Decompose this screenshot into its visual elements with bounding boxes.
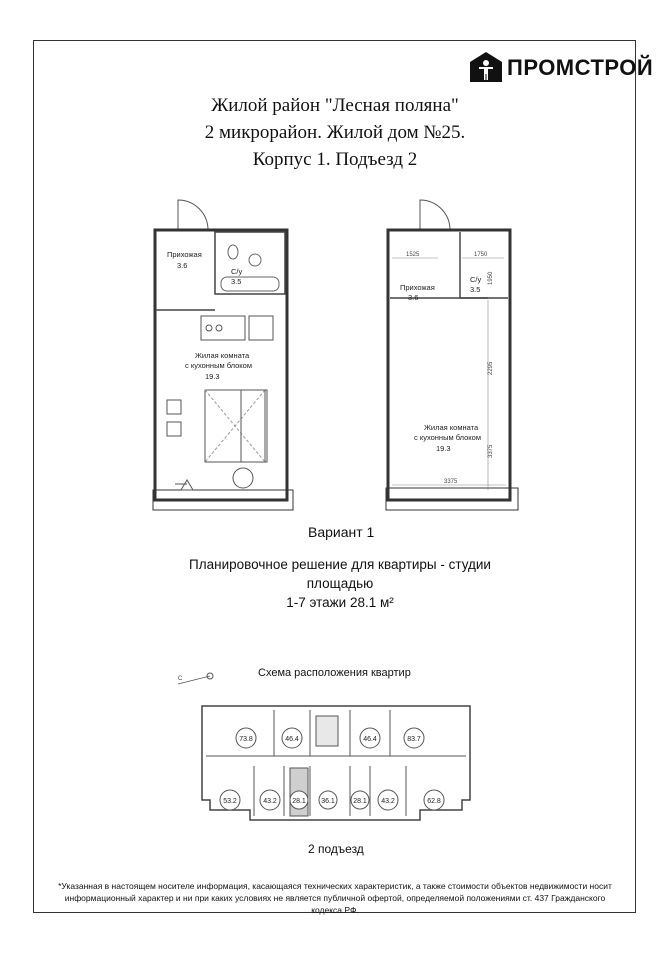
brand-name: ПРОМСТРОЙ (507, 55, 654, 80)
apartment-area-marker (236, 728, 256, 748)
dimension-label: 2295 (488, 361, 494, 375)
room-area: 3.5 (231, 277, 242, 286)
room-label: Прихожая (167, 250, 202, 259)
footnote-line-2: информационный характер и ни при каких условиях не является публичной офертой, определяемой положениями ст. 437 Гражданского кодекса РФ. (64, 893, 606, 915)
svg-text:43.2: 43.2 (381, 798, 395, 805)
dimension-label: 3375 (488, 444, 494, 458)
document-title (140, 92, 530, 173)
room-label: Прихожая (400, 283, 435, 292)
description-line-2: площадью (306, 576, 374, 591)
svg-text:28.1: 28.1 (353, 798, 367, 805)
room-area: 3.6 (408, 293, 419, 302)
room-label: С/у (470, 275, 482, 284)
footnote-line-1: *Указанная в настоящем носителе информация, касающаяся технических характеристик, а также стоимости объектов недвижимости носит (58, 881, 612, 891)
plan-description (160, 555, 520, 612)
variant-label: Вариант 1 (308, 524, 375, 540)
svg-text:53.2: 53.2 (223, 798, 237, 805)
dimensioned-floor-plan (378, 190, 528, 530)
svg-text:46.4: 46.4 (285, 736, 299, 743)
svg-text:62.8: 62.8 (427, 798, 441, 805)
svg-text:73.8: 73.8 (239, 736, 253, 743)
room-label: Жилая комната (195, 351, 250, 360)
title-line-3: Корпус 1. Подъезд 2 (252, 149, 418, 170)
entrance-label: 2 подъезд (308, 842, 364, 856)
description-line-3: 1-7 этажи 28.1 м² (286, 595, 394, 610)
room-area: 3.5 (470, 285, 481, 294)
apartment-area-marker (220, 790, 240, 810)
room-label: с кухонным блоком (414, 433, 481, 442)
room-label: с кухонным блоком (185, 361, 252, 370)
description-line-1: Планировочное решение для квартиры - студии (189, 557, 491, 572)
room-label: Жилая комната (424, 423, 479, 432)
compass-label: С (178, 676, 183, 682)
apartment-area-marker (360, 728, 380, 748)
furnished-floor-plan (145, 190, 305, 530)
apartment-area-marker (424, 790, 444, 810)
room-area: 19.3 (205, 372, 220, 381)
room-label: С/у (231, 267, 243, 276)
apartment-area-marker (351, 791, 369, 809)
floor-scheme (170, 670, 480, 840)
apartment-area-marker (378, 790, 398, 810)
svg-text:46.4: 46.4 (363, 736, 377, 743)
legal-footnote (50, 880, 620, 916)
apartment-area-marker (260, 790, 280, 810)
dimension-label: 3375 (444, 479, 458, 485)
svg-text:28.1: 28.1 (292, 798, 306, 805)
svg-text:43.2: 43.2 (263, 798, 277, 805)
dimension-label: 1525 (406, 252, 420, 258)
apartment-area-marker (404, 728, 424, 748)
svg-text:36.1: 36.1 (321, 798, 335, 805)
room-area: 19.3 (436, 444, 451, 453)
title-line-2: 2 микрорайон. Жилой дом №25. (204, 122, 466, 143)
scheme-title: Схема расположения квартир (258, 667, 411, 679)
title-line-1: Жилой район "Лесная поляна" (211, 95, 459, 116)
dimension-label: 1750 (474, 252, 488, 258)
apartment-area-marker-highlighted (290, 791, 308, 809)
svg-text:83.7: 83.7 (407, 736, 421, 743)
dimension-label: 1950 (488, 271, 494, 285)
apartment-area-marker (282, 728, 302, 748)
apartment-area-marker (319, 791, 337, 809)
compass-icon (178, 673, 213, 684)
room-area: 3.6 (177, 261, 188, 270)
